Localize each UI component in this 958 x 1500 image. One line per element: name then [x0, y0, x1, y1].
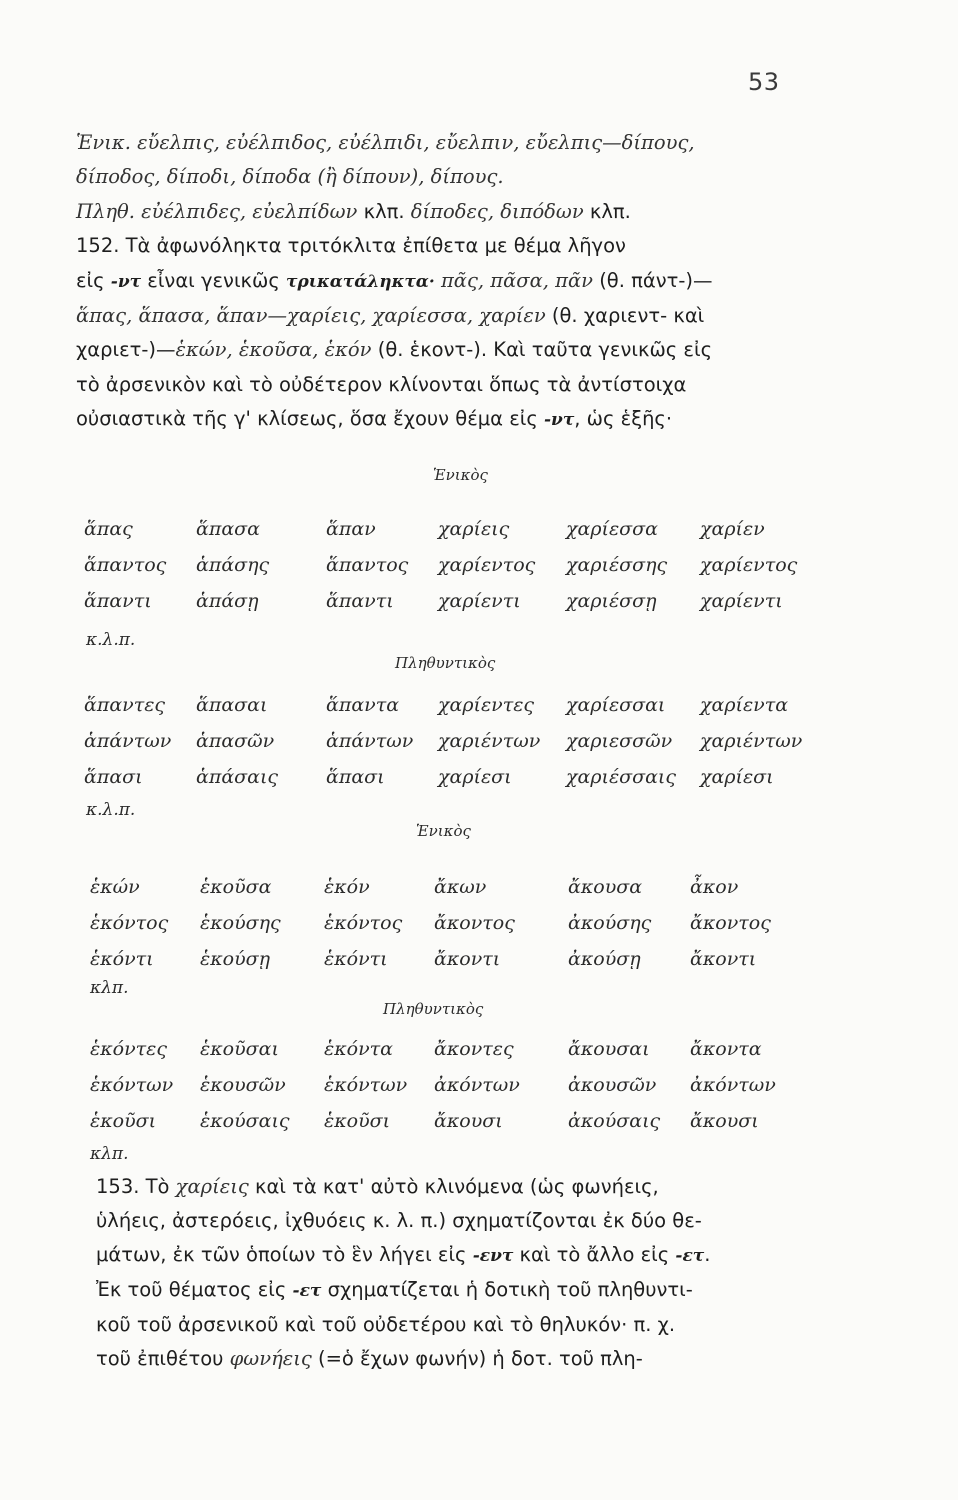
- paradigm-form: ἀκούσαις: [568, 1110, 661, 1132]
- paradigm-form: ἄκοντος: [434, 912, 515, 934]
- singular-heading-1: Ἑνικὸς: [433, 466, 488, 484]
- paradigm-form: ἑκόντος: [90, 912, 169, 934]
- text-segment: κλπ.: [363, 199, 411, 223]
- text-segment: δίποδος, δίποδι, δίποδα (ἢ δίπουν), δίπους.: [76, 165, 504, 189]
- text-segment: εἰς: [76, 268, 111, 292]
- paradigm-form: χαρίεντι: [438, 590, 521, 612]
- intro-paragraph: [76, 126, 836, 438]
- paradigm-form: ἅπαντα: [326, 694, 400, 716]
- paradigm-form: ἀκόντων: [434, 1074, 520, 1096]
- section-153-paragraph: [96, 1170, 836, 1376]
- paradigm-form: ἑκόντι: [324, 948, 388, 970]
- paradigm-form: ἑκόντες: [90, 1038, 167, 1060]
- text-segment: ὑλήεις, ἀστερόεις, ἰχθυόεις κ. λ. π.) σχηματίζονται ἐκ δύο θε-: [96, 1209, 702, 1232]
- text-segment: -ετ: [675, 1246, 705, 1266]
- paradigm-form: ἅπασα: [196, 518, 260, 540]
- text-segment: δίποδες, διπόδων: [410, 199, 590, 223]
- text-segment: τοῦ ἐπιθέτου: [96, 1347, 230, 1370]
- paradigm-form: ἑκόντων: [90, 1074, 174, 1096]
- section-153-line: [96, 1273, 836, 1308]
- paradigm-form: ἑκοῦσι: [324, 1110, 391, 1132]
- paradigm-form: ἄκοντος: [690, 912, 771, 934]
- text-segment: Ἑνικ. εὔελπις, εὐέλπιδος, εὐέλπιδι, εὔελπιν, εὔελπις—δίπους,: [76, 131, 695, 154]
- paradigm-form: χαρίεσι: [438, 766, 512, 788]
- paradigm-form: ἑκοῦσα: [200, 876, 272, 898]
- text-segment: πᾶς, πᾶσα, πᾶν: [434, 268, 593, 292]
- intro-line: [76, 299, 836, 333]
- paradigm-form: χαρίεν: [700, 518, 765, 540]
- paradigm-form: ἑκούσῃ: [200, 948, 270, 970]
- paradigm-form: ἑκόντος: [324, 912, 403, 934]
- text-segment: -εντ: [472, 1246, 514, 1266]
- text-segment: (θ. χαριεντ- καὶ: [545, 304, 705, 328]
- text-segment: Ἐκ τοῦ θέματος εἰς: [96, 1278, 293, 1301]
- paradigm-form: ἁπασῶν: [196, 730, 275, 752]
- text-segment: καὶ τὸ ἄλλο εἰς: [513, 1243, 676, 1266]
- page-number: 53: [748, 68, 780, 96]
- paradigm-form: χαρίεσι: [700, 766, 774, 788]
- intro-line: [76, 333, 836, 367]
- paradigm-form: ἑκοῦσαι: [200, 1038, 279, 1060]
- section-153-line: [96, 1170, 836, 1204]
- text-segment: φωνήεις: [229, 1347, 312, 1370]
- text-segment: (=ὁ ἔχων φωνήν) ἡ δοτ. τοῦ πλη-: [311, 1347, 643, 1370]
- paradigm-form: ἑκούσης: [200, 912, 281, 934]
- text-segment: χαριετ-)—: [76, 338, 176, 362]
- paradigm-form: ἄκουσι: [690, 1110, 759, 1132]
- text-segment: ἅπας, ἅπασα, ἅπαν—χαρίεις, χαρίεσσα, χαρίεν: [76, 304, 546, 328]
- paradigm-form: ἁπάσῃ: [196, 590, 259, 612]
- text-segment: μάτων, ἐκ τῶν ὁποίων τὸ ἓν λήγει εἰς: [96, 1243, 473, 1266]
- paradigm-form: ἄκοντι: [690, 948, 757, 970]
- text-segment: καὶ τὰ κατ' αὐτὸ κλινόμενα (ὡς φωνήεις,: [248, 1175, 659, 1198]
- paradigm-form: ἄκοντι: [434, 948, 501, 970]
- paradigm-form: ἁπάντων: [326, 730, 414, 752]
- etc-abbrev-4: κλπ.: [90, 1144, 129, 1164]
- text-segment: .: [704, 1243, 711, 1266]
- paradigm-form: χαρίεσσα: [566, 518, 658, 540]
- paradigm-form: ἑκών: [90, 876, 140, 898]
- paradigm-form: ἄκουσι: [434, 1110, 503, 1132]
- text-segment: -ντ: [543, 410, 575, 431]
- text-segment: 153. Τὸ: [96, 1175, 176, 1198]
- paradigm-form: ἄκουσαι: [568, 1038, 650, 1060]
- etc-abbrev-1: κ.λ.π.: [86, 630, 136, 650]
- paradigm-form: χαρίεντα: [700, 694, 789, 716]
- text-segment: Πληθ. εὐέλπιδες, εὐελπίδων: [76, 199, 364, 223]
- paradigm-form: ἅπασι: [326, 766, 385, 788]
- paradigm-form: ἅπαν: [326, 518, 376, 540]
- paradigm-form: ἀκούσῃ: [568, 948, 641, 970]
- paradigm-form: ἑκοῦσι: [90, 1110, 157, 1132]
- paradigm-form: χαρίεσσαι: [566, 694, 666, 716]
- paradigm-form: χαρίεντος: [700, 554, 798, 576]
- text-segment: (θ. πάντ-)—: [593, 268, 713, 292]
- text-segment: -ντ: [110, 271, 142, 292]
- text-segment: τὸ ἀρσενικὸν καὶ τὸ οὐδέτερον κλίνονται ὅπως τὰ ἀντίστοιχα: [76, 372, 687, 396]
- intro-line: [76, 229, 836, 263]
- paradigm-form: ἅπας: [84, 518, 133, 540]
- text-segment: οὐσιαστικὰ τῆς γ' κλίσεως, ὅσα ἔχουν θέμα εἰς: [76, 407, 544, 431]
- text-segment: σχηματίζεται ἡ δοτικὴ τοῦ πληθυντι-: [321, 1278, 693, 1301]
- text-segment: εἶναι γενικῶς: [141, 268, 287, 292]
- paradigm-form: ἀκουσῶν: [568, 1074, 657, 1096]
- text-segment: , ὡς ἑξῆς·: [574, 407, 673, 431]
- paradigm-form: ἄκοντες: [434, 1038, 514, 1060]
- etc-abbrev-2: κ.λ.π.: [86, 800, 136, 820]
- text-segment: κλπ.: [589, 199, 631, 223]
- paradigm-form: χαριέσσης: [566, 554, 668, 576]
- section-153-line: [96, 1308, 836, 1342]
- paradigm-form: ἄκων: [434, 876, 487, 898]
- paradigm-form: ἅπαντες: [84, 694, 166, 716]
- intro-line: [76, 402, 836, 437]
- intro-line: [76, 195, 836, 229]
- paradigm-form: ἑκόντων: [324, 1074, 408, 1096]
- text-segment: κοῦ τοῦ ἀρσενικοῦ καὶ τοῦ οὐδετέρου καὶ τὸ θηλυκόν· π. χ.: [96, 1313, 676, 1336]
- paradigm-form: ἅπαντος: [326, 554, 409, 576]
- intro-line: [76, 160, 836, 194]
- paradigm-form: ἅπαντι: [84, 590, 152, 612]
- paradigm-form: χαριέντων: [700, 730, 803, 752]
- intro-line: [76, 264, 836, 299]
- paradigm-form: χαρίεντες: [438, 694, 535, 716]
- paradigm-form: ἅπαντι: [326, 590, 394, 612]
- paradigm-form: χαρίεις: [438, 518, 510, 540]
- text-segment: 152. Τὰ ἀφωνόληκτα τριτόκλιτα ἐπίθετα με θέμα λῆγον: [76, 234, 626, 258]
- plural-heading-2: Πληθυντικὸς: [383, 1000, 484, 1018]
- plural-heading-1: Πληθυντικὸς: [395, 654, 496, 672]
- paradigm-form: χαριέσσῃ: [566, 590, 657, 612]
- singular-heading-2: Ἑνικὸς: [416, 822, 471, 840]
- paradigm-form: χαριεσσῶν: [566, 730, 673, 752]
- text-segment: χαρίεις: [175, 1175, 249, 1198]
- intro-line: [76, 368, 836, 402]
- paradigm-form: ἑκόντα: [324, 1038, 393, 1060]
- section-153-line: [96, 1204, 836, 1238]
- paradigm-form: ἄκοντα: [690, 1038, 762, 1060]
- paradigm-form: ἁπάντων: [84, 730, 172, 752]
- section-153-line: [96, 1342, 836, 1376]
- paradigm-form: ἀκόντων: [690, 1074, 776, 1096]
- paradigm-form: ἅπασι: [84, 766, 143, 788]
- section-153-line: [96, 1238, 836, 1273]
- text-segment: -ετ: [292, 1281, 322, 1301]
- etc-abbrev-3: κλπ.: [90, 978, 129, 998]
- text-segment: (θ. ἑκοντ-). Καὶ ταῦτα γενικῶς εἰς: [371, 338, 713, 362]
- paradigm-form: ἑκόν: [324, 876, 370, 898]
- paradigm-form: ἅπαντος: [84, 554, 167, 576]
- text-segment: ἑκών, ἑκοῦσα, ἑκόν: [175, 338, 372, 362]
- paradigm-form: ἀκούσης: [568, 912, 652, 934]
- paradigm-form: ἑκουσῶν: [200, 1074, 286, 1096]
- paradigm-form: ἁπάσαις: [196, 766, 279, 788]
- paradigm-form: ἄκουσα: [568, 876, 643, 898]
- paradigm-form: ἁπάσης: [196, 554, 270, 576]
- paradigm-form: ἑκόντι: [90, 948, 154, 970]
- paradigm-form: ἆκον: [690, 876, 739, 898]
- paradigm-form: χαριέσσαις: [566, 766, 677, 788]
- paradigm-form: χαρίεντος: [438, 554, 536, 576]
- paradigm-form: χαριέντων: [438, 730, 541, 752]
- intro-line: [76, 126, 836, 160]
- text-segment: τρικατάληκτα·: [286, 271, 435, 292]
- paradigm-form: ἅπασαι: [196, 694, 268, 716]
- paradigm-form: ἑκούσαις: [200, 1110, 290, 1132]
- paradigm-form: χαρίεντι: [700, 590, 783, 612]
